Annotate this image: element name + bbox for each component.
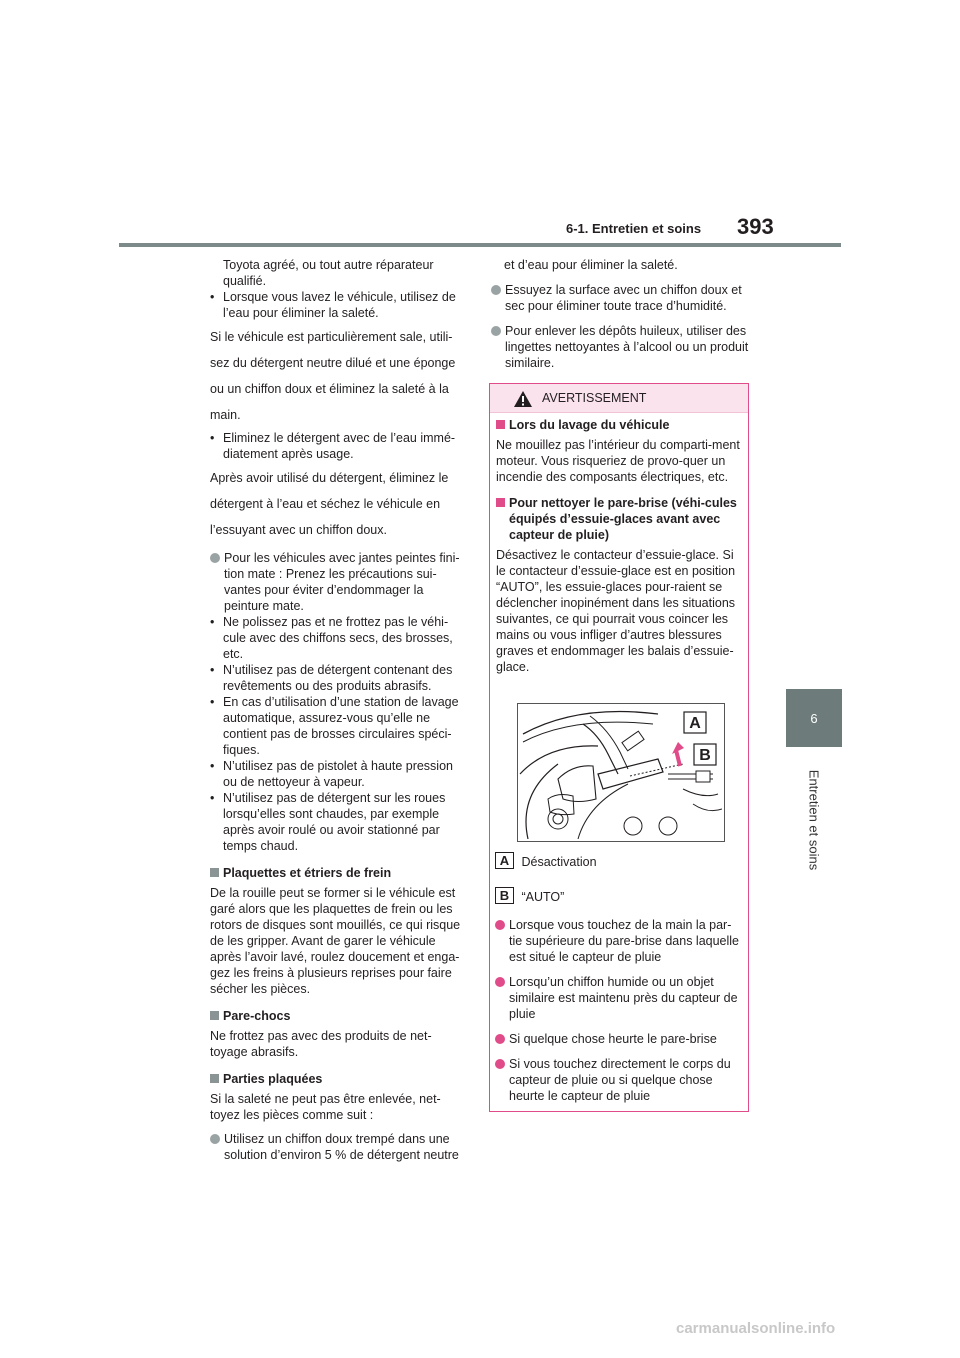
- bullet-dot-icon: [491, 326, 501, 336]
- warning-body: [496, 417, 742, 681]
- bullet-dot-icon: [495, 977, 505, 987]
- paragraph: De la rouille peut se former si le véhicule est garé alors que les plaquettes de frein ou les rotors de disques sont mouillés, ce qui risque de les gripper. Avant de garer le véhicule après l’avoir lavé, roulez doucement et enga-gez les freins à plusieurs reprises pour faire sécher les pièces.: [210, 886, 461, 996]
- list-item: • Eliminez le détergent avec de l’eau immé-diatement après usage.: [210, 430, 468, 462]
- steering-wheel-drawing: [518, 704, 722, 839]
- bullet-dot-icon: [210, 1134, 220, 1144]
- section-title: 6-1. Entretien et soins: [566, 221, 702, 236]
- list-item: • Ne polissez pas et ne frottez pas le véhi-cule avec des chiffons secs, des brosses, etc.: [210, 614, 468, 662]
- square-bullet-icon: [210, 1011, 219, 1020]
- legend-item-b: [495, 887, 564, 904]
- wiper-switch-illustration: [517, 703, 725, 842]
- list-item: Si vous touchez directement le corps du capteur de pluie ou si quelque chose heurte le capteur de pluie: [495, 1056, 743, 1104]
- subheading-bumpers: Pare-chocs: [210, 1008, 468, 1024]
- bullet-dot-icon: [491, 285, 501, 295]
- paragraph-line: l’essuyant avec un chiffon doux.: [210, 523, 387, 537]
- list-item: • N’utilisez pas de détergent sur les roues lorsqu’elles sont chaudes, par exemple après avoir roulé ou avoir stationné par temps chaud.: [210, 790, 468, 854]
- paragraph-line: Après avoir utilisé du détergent, éliminez le: [210, 471, 449, 485]
- legend-key: B: [495, 887, 514, 904]
- legend-text: “AUTO”: [521, 890, 565, 904]
- subheading-plated: Parties plaquées: [210, 1071, 468, 1087]
- chapter-label: [786, 760, 842, 880]
- chapter-number: 6: [810, 711, 818, 726]
- list-item: Si quelque chose heurte le pare-brise: [495, 1031, 743, 1047]
- warning-header: [490, 384, 748, 413]
- subheading-brakes: Plaquettes et étriers de frein: [210, 865, 468, 881]
- paragraph: Si la saleté ne peut pas être enlevée, net-toyez les pièces comme suit :: [210, 1092, 441, 1122]
- bullet-dot-icon: [210, 553, 220, 563]
- square-bullet-icon: [210, 868, 219, 877]
- legend-text: Désactivation: [521, 855, 597, 869]
- list-item: Essuyez la surface avec un chiffon doux et sec pour éliminer toute trace d’humidité.: [491, 282, 749, 314]
- bullet-dot-icon: [495, 920, 505, 930]
- warning-paragraph: Ne mouillez pas l’intérieur du comparti-ment moteur. Vous risqueriez de provo-quer un incendie des composants électriques, etc.: [496, 438, 740, 484]
- watermark: carmanualsonline.info: [676, 1320, 836, 1337]
- paragraph-line: Si le véhicule est particulièrement sale, utili-: [210, 330, 453, 344]
- continued-text: Toyota agréé, ou tout autre réparateur qualifié.: [223, 258, 434, 288]
- figure-label-a: A: [689, 715, 701, 732]
- warning-title: AVERTISSEMENT: [542, 391, 647, 405]
- legend-item-a: [495, 852, 597, 869]
- list-item: Lorsque vous touchez de la main la par-tie supérieure du pare-brise dans laquelle est situé le capteur de pluie: [495, 917, 743, 965]
- paragraph-line: main.: [210, 408, 241, 422]
- paragraph-line: sez du détergent neutre dilué et une éponge: [210, 356, 456, 370]
- header-rule: [119, 243, 841, 247]
- list-item: Pour enlever les dépôts huileux, utiliser des lingettes nettoyantes à l’alcool ou un produit similaire.: [491, 323, 749, 371]
- chapter-label-text: Entretien et soins: [806, 769, 822, 871]
- left-column: [210, 257, 468, 1170]
- paragraph-line: détergent à l’eau et séchez le véhicule en: [210, 497, 441, 511]
- figure-label-b: B: [699, 747, 711, 764]
- list-item: • En cas d’utilisation d’une station de lavage automatique, assurez-vous qu’elle ne contient pas de brosses circulaires spéci-fiques.: [210, 694, 468, 758]
- bullet-dot-icon: [495, 1059, 505, 1069]
- list-item: • N’utilisez pas de détergent contenant des revêtements ou des produits abrasifs.: [210, 662, 468, 694]
- warning-icon: [513, 390, 533, 408]
- square-bullet-icon: [496, 498, 505, 507]
- warning-subheading: Pour nettoyer le pare-brise (véhi-cules équipés d’essuie-glaces avant avec capteur de pluie): [496, 495, 742, 543]
- bullet-dot-icon: [495, 1034, 505, 1044]
- list-item: Pour les véhicules avec jantes peintes fini-tion mate : Prenez les précautions sui-vantes pour éviter d’endommager la peinture mate.: [210, 550, 468, 614]
- square-bullet-icon: [496, 420, 505, 429]
- warning-paragraph: Désactivez le contacteur d’essuie-glace. Si le contacteur d’essuie-glace est en position “AUTO”, les essuie-glaces pour-raient se déclencher inopinément dans les situations suivantes, ce qui pourrait vous coincer les mains ou vous infliger d’autres blessures graves et endommager les balais d’essuie-glace.: [496, 548, 736, 674]
- paragraph: Ne frottez pas avec des produits de net-toyage abrasifs.: [210, 1029, 432, 1059]
- chapter-tab: [786, 689, 842, 747]
- right-column: [491, 257, 749, 378]
- square-bullet-icon: [210, 1074, 219, 1083]
- legend-key: A: [495, 852, 514, 869]
- list-item: Lorsqu’un chiffon humide ou un objet similaire est maintenu près du capteur de pluie: [495, 974, 743, 1022]
- list-item: • Lorsque vous lavez le véhicule, utilisez de l’eau pour éliminer la saleté.: [210, 289, 468, 321]
- list-item: • N’utilisez pas de pistolet à haute pression ou de nettoyeur à vapeur.: [210, 758, 468, 790]
- continued-text: et d’eau pour éliminer la saleté.: [504, 258, 678, 272]
- page-number: 393: [737, 214, 774, 239]
- warning-lower-list: [495, 917, 743, 1111]
- warning-subheading: Lors du lavage du véhicule: [496, 417, 742, 433]
- paragraph-line: ou un chiffon doux et éliminez la saleté à la: [210, 382, 449, 396]
- list-item: Utilisez un chiffon doux trempé dans une solution d’environ 5 % de détergent neutre: [210, 1131, 468, 1163]
